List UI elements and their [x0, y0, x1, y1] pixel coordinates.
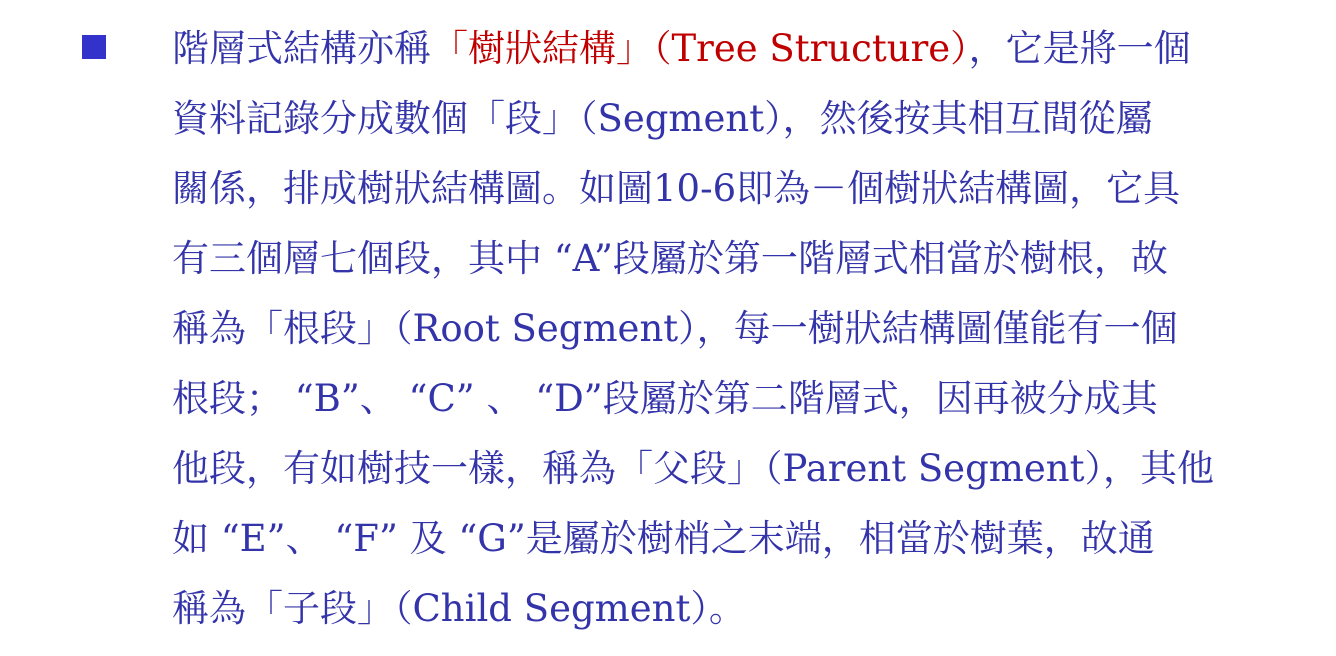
paragraph-line-9: 稱為「子段」（Child Segment）。	[172, 587, 746, 630]
tree-structure-term: 「樹狀結構」（Tree Structure）	[431, 27, 969, 70]
square-bullet-icon	[82, 35, 106, 59]
line-1-text-end: ，它是將一個	[968, 27, 1191, 70]
paragraph-line-3: 關係，排成樹狀結構圖。如圖10-6即為－個樹狀結構圖，它具	[172, 167, 1181, 210]
paragraph-tree-structure	[172, 14, 1322, 644]
paragraph-line-1	[172, 14, 1322, 84]
paragraph-line-8: 如 “E”、 “F” 及 “G”是屬於樹梢之末端，相當於樹葉，故通	[172, 517, 1155, 560]
line-1-text-start: 階層式結構亦稱	[172, 27, 431, 70]
paragraph-line-2: 資料記錄分成數個「段」（Segment），然後按其相互間從屬	[172, 97, 1153, 140]
paragraph-line-5: 稱為「根段」（Root Segment），每一樹狀結構圖僅能有一個	[172, 307, 1178, 350]
paragraph-line-4: 有三個層七個段，其中 “A”段屬於第一階層式相當於樹根，故	[172, 237, 1168, 280]
paragraph-line-7: 他段，有如樹技一樣，稱為「父段」（Parent Segment），其他	[172, 447, 1214, 490]
paragraph-line-6: 根段； “B”、 “C” 、 “D”段屬於第二階層式，因再被分成其	[172, 377, 1158, 420]
